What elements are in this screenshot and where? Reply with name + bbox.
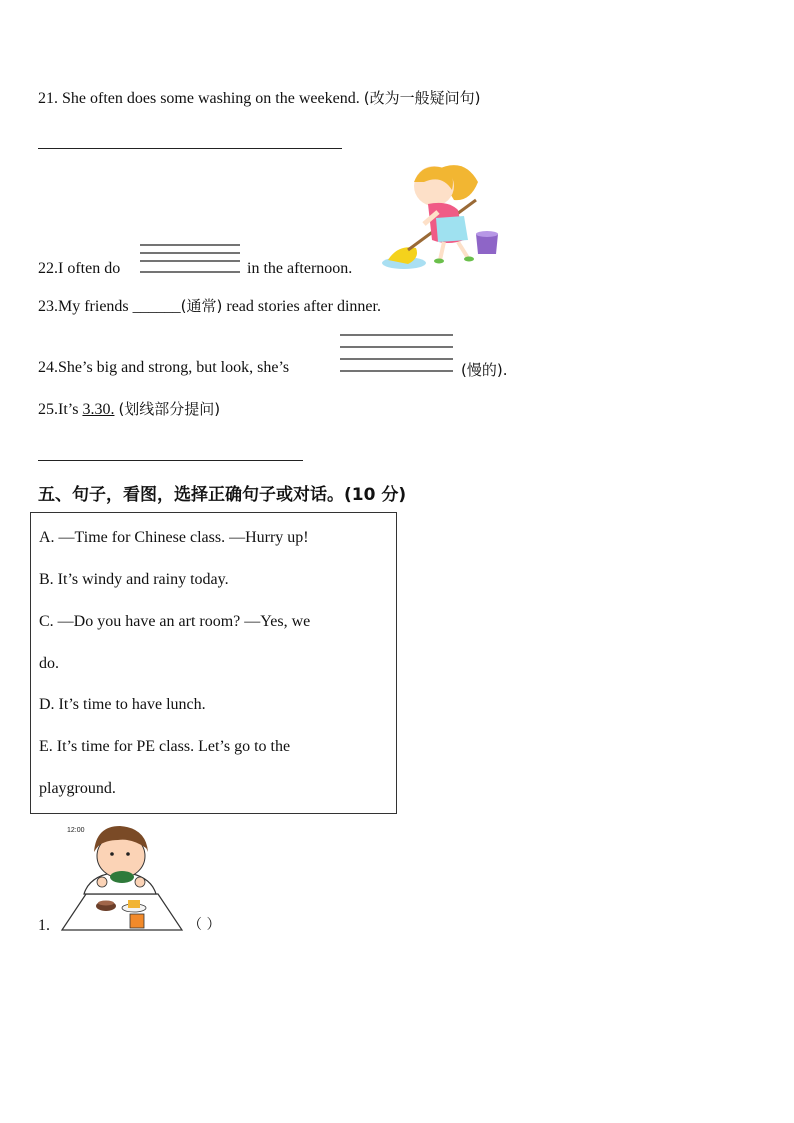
question-25-underlined: 3.30. [82, 401, 115, 418]
question-21 [38, 87, 480, 108]
question-23-suffix: read stories after dinner. [226, 298, 381, 315]
option-b: B. It’s windy and rainy today. [39, 571, 229, 588]
answer-lines-24 [340, 334, 454, 374]
item-1-answer-paren[interactable]: （ ） [188, 917, 221, 933]
question-21-text: She often does some washing on the weekend. [62, 90, 360, 107]
option-e: E. It’s time for PE class. Let’s go to the [39, 738, 291, 755]
option-e-continued: playground. [39, 780, 116, 797]
clock-text: 12:00 [67, 827, 85, 834]
option-c: C. —Do you have an art room? —Yes, we [39, 613, 311, 630]
question-21-number: 21. [38, 90, 58, 107]
option-a: A. —Time for Chinese class. —Hurry up! [39, 529, 309, 546]
question-22-prefix: 22.I often do [38, 260, 121, 277]
boy-eating-lunch-illustration [62, 822, 182, 932]
question-21-instruction: (改为一般疑问句) [363, 89, 481, 107]
question-24-prefix: 24.She’s big and strong, but look, she’s [38, 359, 290, 376]
answer-lines-22 [140, 244, 240, 274]
option-d: D. It’s time to have lunch. [39, 696, 206, 713]
question-25 [38, 398, 220, 419]
question-23 [38, 295, 381, 316]
option-c-continued: do. [39, 655, 59, 672]
question-23-prefix: 23.My friends [38, 298, 129, 315]
item-1-number: 1. [38, 917, 50, 934]
question-25-prefix: 25.It’s [38, 401, 79, 418]
question-25-instruction: (划线部分提问) [118, 400, 221, 418]
question-24-hint: (慢的). [461, 361, 508, 379]
girl-mopping-illustration [378, 160, 503, 275]
section-5-heading: 五、句子，看图，选择正确句子或对话。(10 分) [38, 485, 407, 505]
answer-line-21 [38, 148, 342, 149]
answer-line-25 [38, 460, 303, 461]
options-box [30, 512, 397, 814]
question-23-blank[interactable]: ______ [132, 298, 181, 315]
question-23-hint: (通常) [180, 297, 223, 315]
question-22-suffix: in the afternoon. [247, 260, 353, 277]
